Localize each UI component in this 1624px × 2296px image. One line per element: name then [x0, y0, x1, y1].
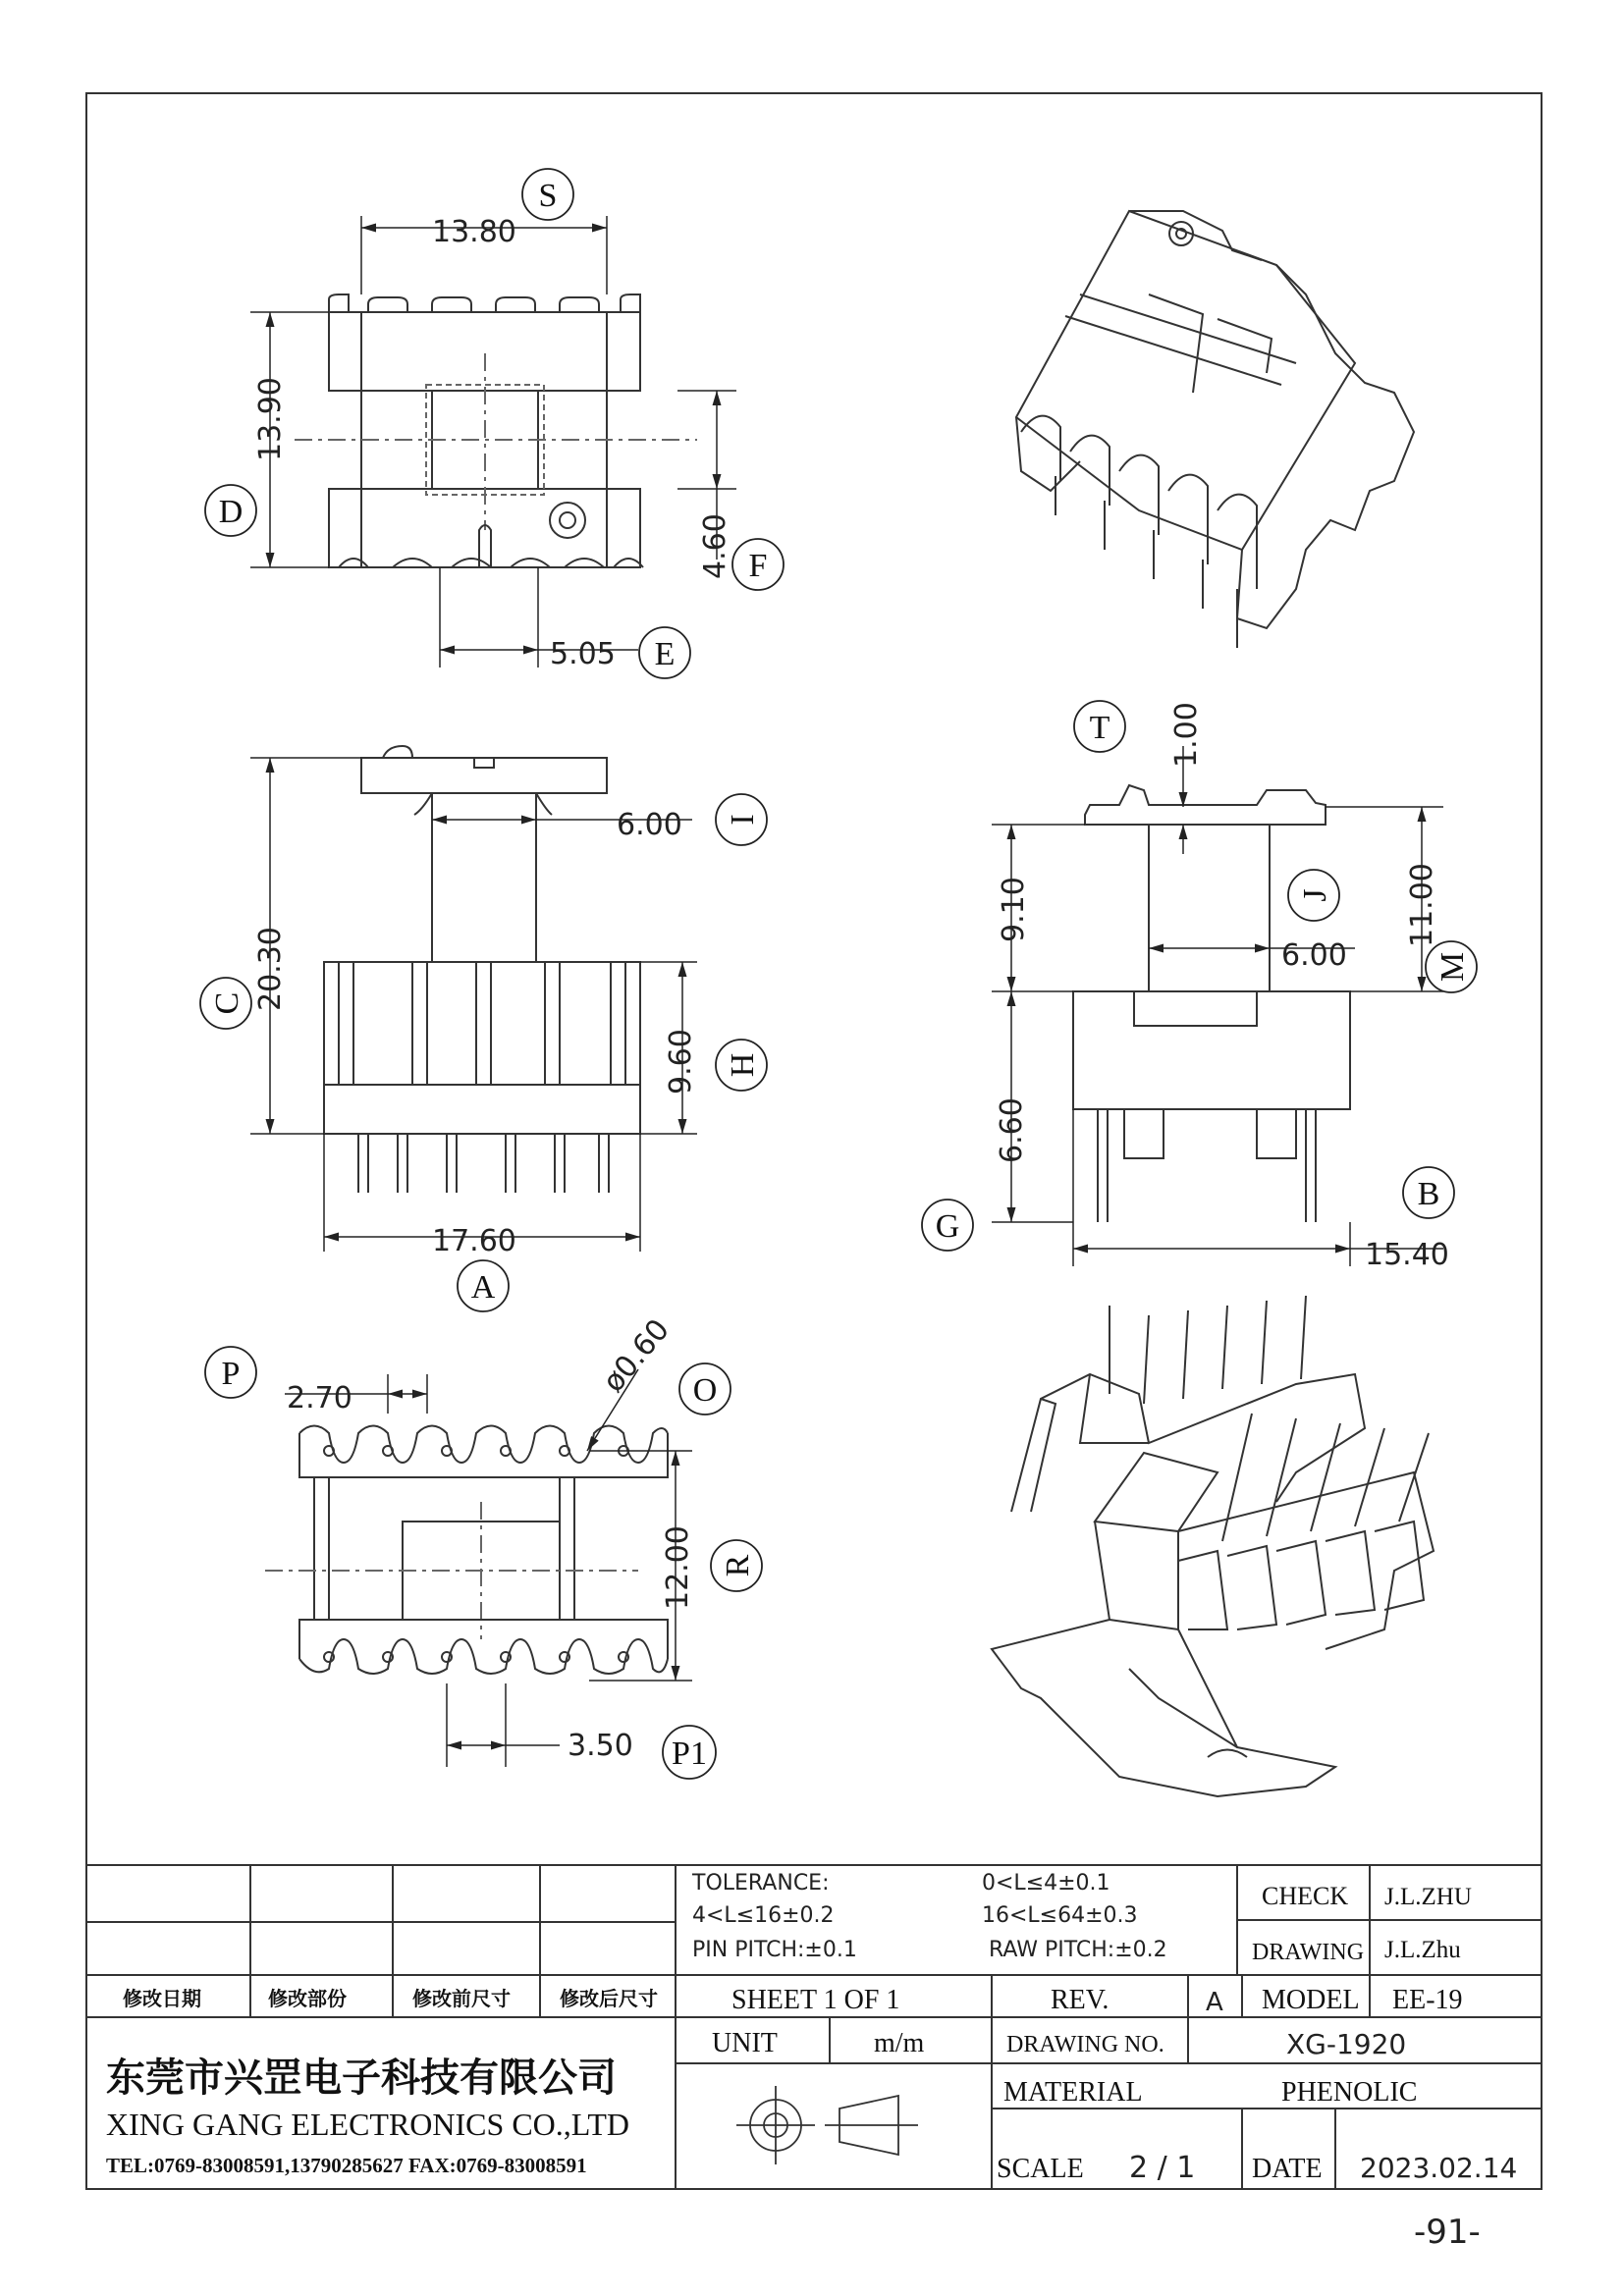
dim-h-value: 9.60: [664, 1029, 698, 1095]
tolerance-range-2: 4<L≤16±0.2: [692, 1903, 835, 1928]
dim-c-value: 20.30: [253, 927, 288, 1011]
pin-pitch-tolerance: PIN PITCH:±0.1: [692, 1938, 857, 1962]
rev-value: A: [1206, 1988, 1223, 2017]
dim-s-value: 13.80: [432, 215, 516, 249]
letter-i: [716, 794, 767, 845]
letter-d: [205, 485, 256, 536]
material-value: PHENOLIC: [1281, 2077, 1418, 2108]
company-contact: TEL:0769-83008591,13790285627 FAX:0769-83008591: [106, 2154, 587, 2177]
letter-r: [711, 1540, 762, 1591]
dim-e-value: 5.05: [550, 637, 616, 671]
model-value: EE-19: [1392, 1985, 1463, 2015]
dim-f-value: 4.60: [698, 513, 732, 579]
svg-text:B: B: [1417, 1176, 1440, 1212]
isometric-view-bottom: [992, 1296, 1434, 1796]
svg-text:C: C: [209, 991, 245, 1015]
svg-text:G: G: [935, 1208, 960, 1245]
letter-b: [1403, 1167, 1454, 1218]
drawing-no-label: DRAWING NO.: [1006, 2032, 1164, 2057]
side-view: [1073, 785, 1350, 1222]
svg-text:S: S: [538, 178, 558, 214]
dim-b-value: 15.40: [1365, 1238, 1449, 1272]
letter-s: [522, 169, 573, 220]
rev-header-date: 修改日期: [123, 1987, 201, 2010]
letter-o: [679, 1363, 731, 1415]
date-label: DATE: [1252, 2154, 1323, 2184]
dim-p1-value: 3.50: [568, 1729, 633, 1763]
company-name-zh: 东莞市兴罡电子科技有限公司: [106, 2056, 617, 2101]
svg-text:J: J: [1297, 888, 1333, 902]
dim-p-value: 2.70: [287, 1381, 352, 1415]
dim-d-value: 13.90: [253, 377, 288, 461]
svg-text:A: A: [470, 1269, 496, 1306]
svg-text:I: I: [725, 814, 761, 826]
scale-label: SCALE: [997, 2154, 1084, 2184]
projection-symbol-icon: [736, 2086, 918, 2164]
date-value: 2023.02.14: [1360, 2152, 1518, 2184]
tolerance-title: TOLERANCE:: [692, 1871, 830, 1896]
unit-value: m/m: [874, 2028, 925, 2058]
svg-text:F: F: [748, 548, 768, 584]
raw-pitch-tolerance: RAW PITCH:±0.2: [989, 1938, 1167, 1962]
letter-a: [458, 1260, 509, 1311]
material-label: MATERIAL: [1003, 2077, 1143, 2108]
letter-h: [716, 1040, 767, 1091]
rev-header-before: 修改前尺寸: [412, 1987, 511, 2010]
dim-i-value: 6.00: [617, 808, 682, 842]
letter-g: [922, 1200, 973, 1251]
drawing-value: J.L.Zhu: [1384, 1937, 1461, 1963]
scale-value: 2 / 1: [1129, 2151, 1196, 2185]
model-label: MODEL: [1262, 1985, 1360, 2015]
dim-side-left-value: 9.10: [997, 877, 1031, 942]
letter-j: [1288, 870, 1339, 921]
svg-text:P1: P1: [672, 1735, 707, 1772]
dim-t-value: 1.00: [1169, 702, 1204, 768]
tolerance-range-1: 0<L≤4±0.1: [982, 1871, 1110, 1896]
dim-m-value: 11.00: [1405, 863, 1439, 947]
rev-label: REV.: [1051, 1985, 1110, 2015]
drawing-label: DRAWING: [1252, 1940, 1365, 1965]
drawing-no-value: XG-1920: [1286, 2028, 1407, 2060]
tolerance-range-3: 16<L≤64±0.3: [982, 1903, 1138, 1928]
unit-label: UNIT: [712, 2028, 778, 2058]
svg-text:T: T: [1089, 710, 1110, 746]
svg-text:O: O: [692, 1372, 718, 1409]
bottom-view: [265, 1426, 668, 1675]
bottom-view-dimensions: [285, 1369, 692, 1767]
dim-r-value: 12.00: [661, 1525, 695, 1610]
page-number: -91-: [1414, 2213, 1481, 2252]
dim-j-value: 6.00: [1281, 938, 1347, 973]
dim-o-value: ø0.60: [596, 1312, 677, 1400]
svg-text:R: R: [720, 1554, 756, 1577]
dim-g-value: 6.60: [995, 1097, 1029, 1163]
letter-c: [200, 978, 251, 1029]
isometric-view-top: [1016, 211, 1414, 648]
letter-f: [732, 539, 784, 590]
letter-e: [639, 627, 690, 678]
check-label: CHECK: [1262, 1882, 1349, 1910]
top-view: [295, 294, 697, 567]
top-view-dimensions: [250, 216, 736, 667]
letter-p: [205, 1347, 256, 1398]
svg-text:P: P: [221, 1356, 241, 1392]
rev-header-part: 修改部份: [268, 1987, 347, 2010]
letter-t: [1074, 701, 1125, 752]
front-view: [324, 746, 640, 1193]
svg-text:E: E: [654, 636, 676, 672]
svg-text:M: M: [1435, 951, 1471, 983]
svg-text:H: H: [725, 1052, 761, 1078]
letter-p1: [663, 1726, 716, 1779]
svg-text:D: D: [218, 494, 244, 530]
rev-header-after: 修改后尺寸: [560, 1987, 658, 2010]
sheet-number: SHEET 1 OF 1: [731, 1985, 900, 2015]
dim-a-value: 17.60: [432, 1224, 516, 1258]
company-name-en: XING GANG ELECTRONICS CO.,LTD: [106, 2107, 630, 2142]
letter-m: [1426, 941, 1477, 992]
check-value: J.L.ZHU: [1384, 1884, 1472, 1910]
